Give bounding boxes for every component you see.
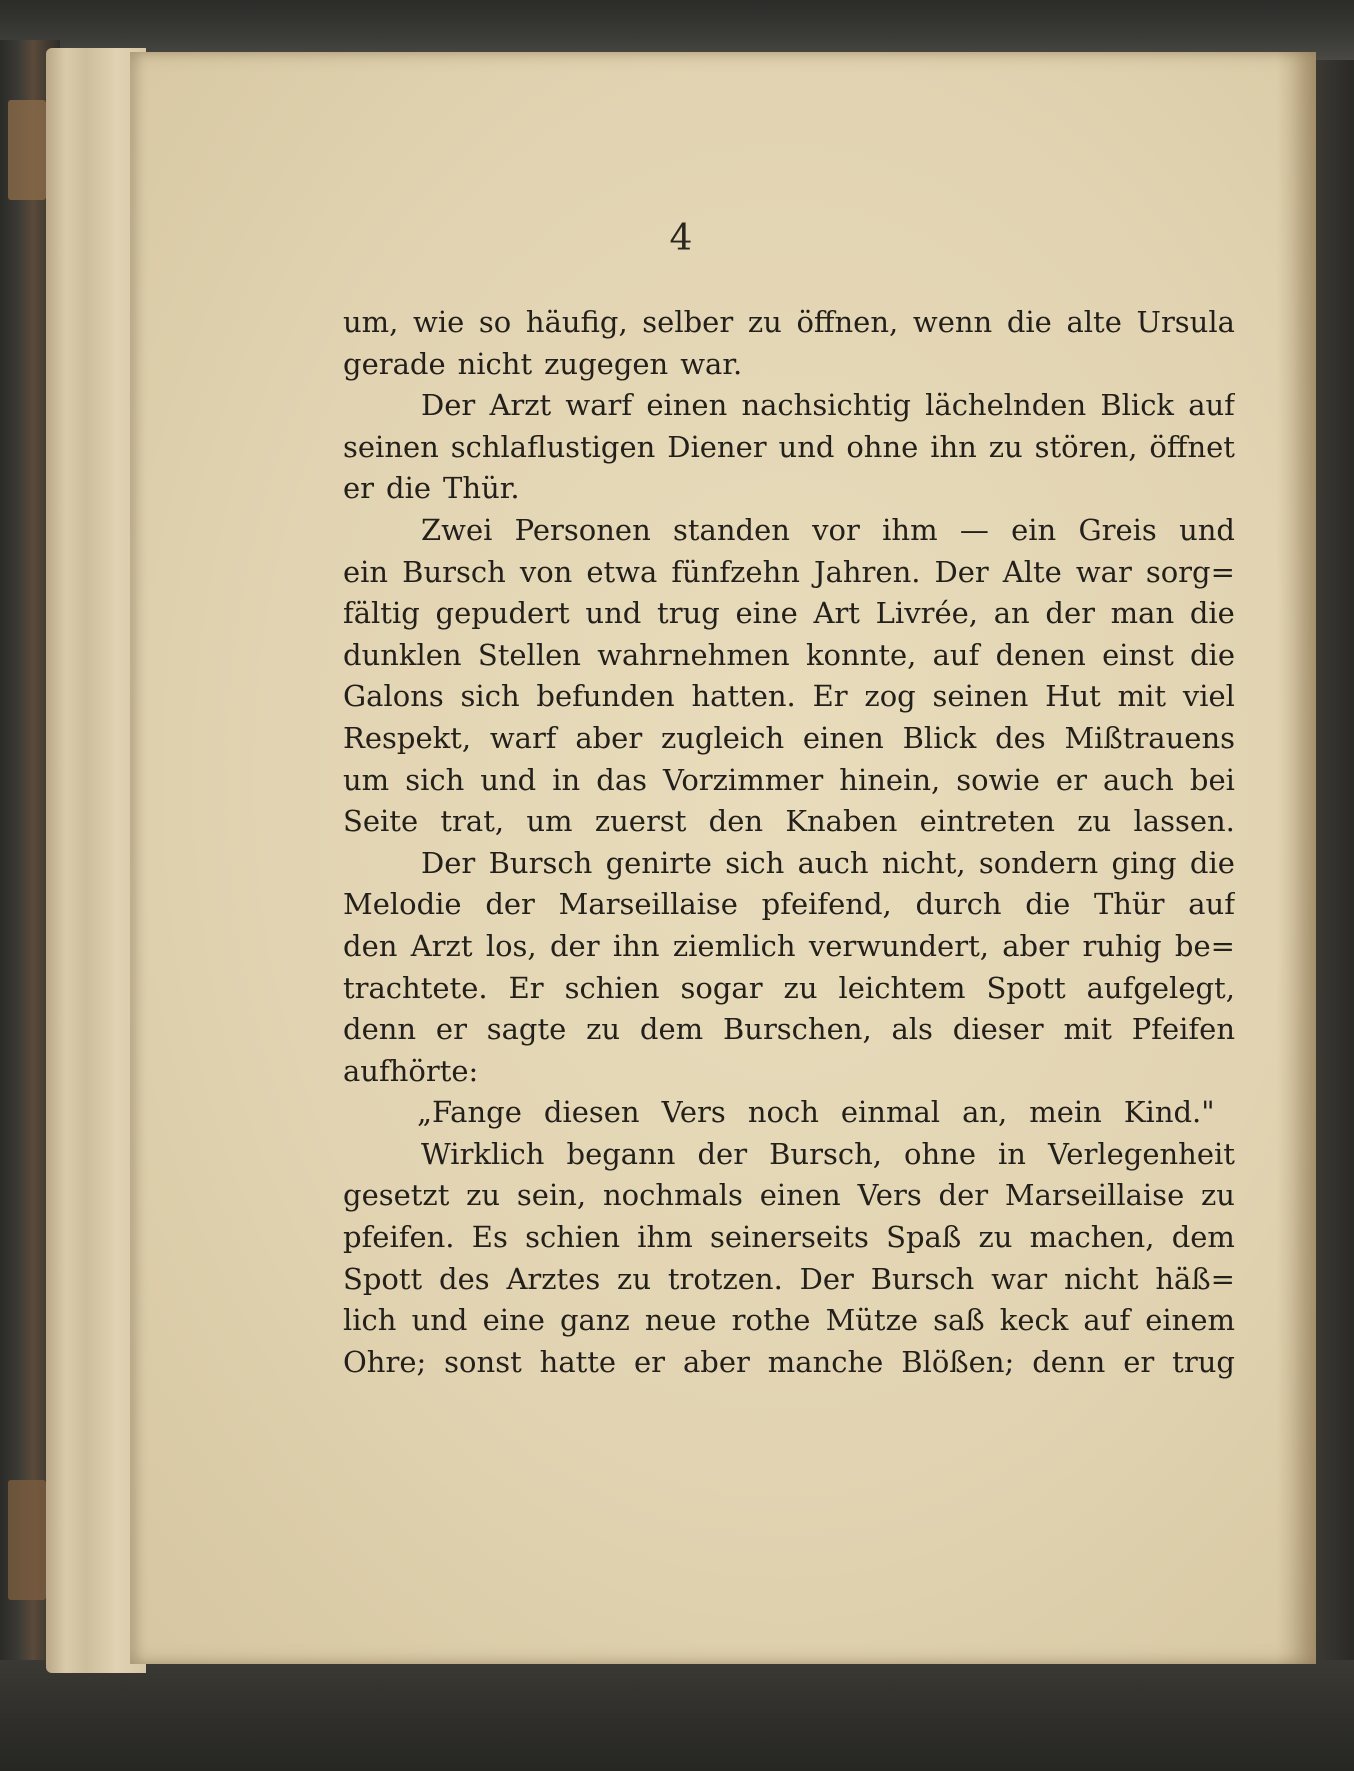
word: wahrnehmen xyxy=(597,637,790,672)
word: begann xyxy=(566,1136,676,1171)
word: rothe xyxy=(731,1303,811,1338)
word: Alte xyxy=(1002,554,1062,589)
word: be= xyxy=(1174,928,1235,963)
word: eintreten xyxy=(919,804,1055,839)
word: Bursch xyxy=(488,845,593,880)
word: häß= xyxy=(1155,1261,1235,1296)
word: zu xyxy=(617,1261,652,1296)
word: die xyxy=(1189,596,1235,631)
word: die xyxy=(1006,305,1052,339)
word: die xyxy=(386,471,432,506)
word: Kind." xyxy=(1123,1095,1215,1130)
word: viel xyxy=(1182,679,1235,714)
word: lich xyxy=(343,1303,397,1338)
word: Spott xyxy=(986,970,1066,1005)
word: als xyxy=(891,1012,933,1047)
word: Personen xyxy=(514,512,651,547)
word: dunklen xyxy=(343,637,462,672)
word: aber xyxy=(575,720,643,755)
word: sondern xyxy=(978,845,1099,880)
word: machen, xyxy=(1029,1220,1155,1255)
word: Marseillaise xyxy=(1004,1178,1185,1213)
word: und xyxy=(411,1303,468,1338)
word: Mißtrauens xyxy=(1064,720,1235,755)
word: trachtete. xyxy=(343,970,488,1005)
word: den xyxy=(708,804,764,839)
word: ihm xyxy=(882,512,938,547)
word: Diener xyxy=(667,429,767,464)
word: der xyxy=(697,1136,748,1171)
word: Ursula xyxy=(1136,305,1235,339)
word: Der xyxy=(421,845,476,880)
word: trotzen. xyxy=(667,1261,783,1296)
word: denn xyxy=(343,1012,417,1047)
word: aber xyxy=(682,1344,750,1379)
word: einen xyxy=(646,388,728,423)
word: um, xyxy=(343,305,399,339)
word: auf xyxy=(1188,887,1235,922)
word: Der xyxy=(421,388,476,423)
word: häufig, xyxy=(525,305,628,339)
text-line xyxy=(343,718,1235,760)
word: befunden xyxy=(536,679,675,714)
word: ging xyxy=(1111,845,1177,880)
word: mit xyxy=(1117,679,1167,714)
word: Thür. xyxy=(443,471,520,506)
text-line xyxy=(343,1175,1235,1217)
book-cover-top xyxy=(0,0,1354,60)
word: Arzt xyxy=(410,928,473,963)
word: auf xyxy=(932,637,980,672)
word: Marseillaise xyxy=(558,887,738,922)
word: ohne xyxy=(846,429,919,464)
text-line xyxy=(343,1259,1235,1301)
word: selber xyxy=(642,305,734,339)
word: auch xyxy=(1102,762,1174,797)
word: Verlegenheit xyxy=(1048,1136,1235,1171)
word: bei xyxy=(1189,762,1235,797)
word: sein, xyxy=(516,1178,587,1213)
text-line xyxy=(343,968,1235,1010)
word: Hut xyxy=(1045,679,1101,714)
word: manche xyxy=(767,1344,884,1379)
word: aufhörte: xyxy=(343,1053,479,1088)
word: Bursch xyxy=(402,554,506,589)
text-line xyxy=(343,1134,1235,1176)
word: sonst xyxy=(444,1344,522,1379)
word: schlaflustigen xyxy=(450,429,656,464)
word: warf xyxy=(489,720,557,755)
word: eine xyxy=(735,596,798,631)
word: sogar xyxy=(680,970,763,1005)
word: trat, xyxy=(440,804,505,839)
word: zu xyxy=(747,305,782,339)
word: sich xyxy=(725,845,785,880)
word: der xyxy=(938,1178,989,1213)
word: er xyxy=(435,1012,467,1047)
word: — xyxy=(959,512,989,547)
word: denen xyxy=(995,637,1086,672)
word: Greis xyxy=(1078,512,1157,547)
word: ziemlich xyxy=(672,928,796,963)
word: man xyxy=(1110,596,1175,631)
word: zu xyxy=(1201,1178,1235,1213)
word: des xyxy=(439,1261,490,1296)
word: lächelnden xyxy=(925,388,1087,423)
word: nochmals xyxy=(602,1178,743,1213)
word: ein xyxy=(1011,512,1057,547)
word: zu xyxy=(978,1220,1013,1255)
word: Spaß xyxy=(886,1220,962,1255)
word: alte xyxy=(1066,305,1122,339)
word: Art xyxy=(813,596,860,631)
word: genirte xyxy=(605,845,712,880)
word: des xyxy=(995,720,1046,755)
word: hatte xyxy=(539,1344,617,1379)
body-text xyxy=(343,302,1235,1383)
word: seinen xyxy=(932,679,1029,714)
word: einem xyxy=(1145,1303,1235,1338)
word: in xyxy=(552,762,581,797)
word: ein xyxy=(343,554,389,589)
word: keck xyxy=(999,1303,1069,1338)
word: eine xyxy=(482,1303,545,1338)
text-line xyxy=(343,302,1235,344)
word: Jahren. xyxy=(813,554,921,589)
word: Vers xyxy=(857,1178,922,1213)
word: Arztes xyxy=(506,1261,601,1296)
text-line xyxy=(343,593,1235,635)
word: neue xyxy=(644,1303,717,1338)
word: einst xyxy=(1102,637,1174,672)
word: trug xyxy=(1172,1344,1235,1379)
book-cover-right xyxy=(1314,60,1354,1771)
word: pfeifen. xyxy=(343,1220,455,1255)
word: Der xyxy=(799,1261,854,1296)
text-line xyxy=(343,1092,1235,1134)
word: Seite xyxy=(343,804,419,839)
text-line xyxy=(343,843,1235,885)
word: wie xyxy=(413,305,465,339)
word: und xyxy=(585,596,642,631)
word: Bursch xyxy=(870,1261,975,1296)
text-line xyxy=(343,385,1235,427)
word: öffnen, xyxy=(796,305,899,339)
word: diesen xyxy=(543,1095,640,1130)
text-line xyxy=(343,1342,1235,1384)
text-line xyxy=(343,468,1235,510)
word: zu xyxy=(783,970,818,1005)
word: warf xyxy=(565,388,633,423)
text-line xyxy=(343,884,1235,926)
word: gerade xyxy=(343,346,446,381)
word: Livrée, xyxy=(875,596,978,631)
word: aber xyxy=(1002,928,1070,963)
page-number: 4 xyxy=(669,218,693,259)
page-gutter-shadow xyxy=(1276,52,1316,1664)
word: Es xyxy=(471,1220,508,1255)
word: dem xyxy=(639,1012,704,1047)
word: mit xyxy=(1063,1012,1112,1047)
text-line xyxy=(343,344,1235,386)
word: denn xyxy=(1032,1344,1106,1379)
word: ihm xyxy=(637,1220,693,1255)
word: Vers xyxy=(661,1095,726,1130)
word: Zwei xyxy=(421,512,493,547)
word: ganz xyxy=(559,1303,630,1338)
word: ohne xyxy=(904,1136,976,1171)
word: los, xyxy=(485,928,537,963)
word: war xyxy=(1075,554,1132,589)
word: aufgelegt, xyxy=(1086,970,1235,1005)
spine-leather-patch xyxy=(8,100,46,200)
word: Er xyxy=(508,970,544,1005)
word: an, xyxy=(962,1095,1008,1130)
word: Arzt xyxy=(489,388,552,423)
word: und xyxy=(480,762,537,797)
word: nicht xyxy=(1063,1261,1139,1296)
word: ihn xyxy=(930,429,977,464)
word: auch xyxy=(797,845,869,880)
word: Er xyxy=(812,679,848,714)
word: gesetzt xyxy=(343,1178,450,1213)
word: Blick xyxy=(902,720,977,755)
word: Blick xyxy=(1100,388,1175,423)
word: auf xyxy=(1083,1303,1131,1338)
word: er xyxy=(1055,762,1087,797)
word: sagte xyxy=(486,1012,567,1047)
word: seinerseits xyxy=(709,1220,869,1255)
word: fältig xyxy=(343,596,420,631)
word: Burschen, xyxy=(722,1012,872,1047)
word: fünfzehn xyxy=(671,554,800,589)
word: einen xyxy=(759,1178,841,1213)
word: in xyxy=(998,1136,1026,1171)
word: und xyxy=(1179,512,1235,547)
word: einen xyxy=(802,720,884,755)
text-line xyxy=(343,1009,1235,1051)
word: der xyxy=(1045,596,1095,631)
text-line xyxy=(343,801,1235,843)
word: vor xyxy=(812,512,860,547)
word: der xyxy=(549,928,600,963)
word: Ohre; xyxy=(343,1344,427,1379)
word: nicht xyxy=(457,346,533,381)
word: hatten. xyxy=(691,679,796,714)
word: die xyxy=(1189,637,1235,672)
word: Bursch, xyxy=(769,1136,882,1171)
word: verwundert, xyxy=(808,928,989,963)
word: er xyxy=(1123,1344,1155,1379)
word: zu xyxy=(988,429,1023,464)
word: zog xyxy=(864,679,916,714)
word: dieser xyxy=(952,1012,1044,1047)
word: auf xyxy=(1188,388,1235,423)
word: um xyxy=(343,762,390,797)
word: zu xyxy=(466,1178,501,1213)
word: um xyxy=(526,804,573,839)
word: nicht, xyxy=(881,845,966,880)
text-line xyxy=(343,1217,1235,1259)
word: Vorzimmer xyxy=(663,762,824,797)
word: leichtem xyxy=(838,970,966,1005)
word: etwa xyxy=(586,554,658,589)
text-line xyxy=(343,760,1235,802)
word: Der xyxy=(934,554,989,589)
word: zugleich xyxy=(660,720,785,755)
book-cover-bottom xyxy=(0,1660,1354,1771)
word: Spott xyxy=(343,1261,423,1296)
word: Wirklich xyxy=(421,1136,545,1171)
word: zuerst xyxy=(594,804,687,839)
word: Pfeifen xyxy=(1131,1012,1235,1047)
word: von xyxy=(519,554,573,589)
word: sorg= xyxy=(1145,554,1235,589)
word: sich xyxy=(460,679,520,714)
word: Blößen; xyxy=(901,1344,1015,1379)
text-line xyxy=(343,1051,1235,1093)
word: er xyxy=(343,471,375,506)
word: Respekt, xyxy=(343,720,472,755)
word: durch xyxy=(915,887,1002,922)
word: wenn xyxy=(912,305,993,339)
text-line xyxy=(343,427,1235,469)
word: ruhig xyxy=(1082,928,1162,963)
word: lassen. xyxy=(1133,804,1235,839)
word: nachsichtig xyxy=(741,388,911,423)
spine-leather-patch-lower xyxy=(8,1480,46,1600)
word: noch xyxy=(747,1095,819,1130)
word: mein xyxy=(1029,1095,1102,1130)
word: dem xyxy=(1171,1220,1235,1255)
text-line xyxy=(343,635,1235,677)
word: das xyxy=(596,762,648,797)
word: so xyxy=(478,305,512,339)
word: die xyxy=(1025,887,1071,922)
word: Mütze xyxy=(825,1303,919,1338)
word: war. xyxy=(680,346,743,381)
text-line xyxy=(343,510,1235,552)
word: schien xyxy=(525,1220,621,1255)
word: Galons xyxy=(343,679,444,714)
word: er xyxy=(634,1344,666,1379)
word: zugegen xyxy=(544,346,669,381)
text-line xyxy=(343,1300,1235,1342)
word: seinen xyxy=(343,429,439,464)
word: Thür xyxy=(1093,887,1165,922)
word: stören, xyxy=(1034,429,1138,464)
word: einmal xyxy=(840,1095,941,1130)
word: öffnet xyxy=(1149,429,1235,464)
word: Stellen xyxy=(477,637,581,672)
word: an xyxy=(993,596,1030,631)
word: sich xyxy=(405,762,465,797)
word: zu xyxy=(1077,804,1112,839)
word: gepudert xyxy=(435,596,570,631)
word: trug xyxy=(657,596,720,631)
word: „Fange xyxy=(417,1095,522,1130)
word: Melodie xyxy=(343,887,462,922)
word: den xyxy=(343,928,398,963)
word: saß xyxy=(933,1303,985,1338)
word: schien xyxy=(564,970,660,1005)
text-line xyxy=(343,676,1235,718)
text-line xyxy=(343,926,1235,968)
word: zu xyxy=(586,1012,621,1047)
word: konnte, xyxy=(805,637,917,672)
word: und xyxy=(778,429,835,464)
word: standen xyxy=(673,512,790,547)
word: sowie xyxy=(956,762,1040,797)
text-line xyxy=(343,552,1235,594)
word: war xyxy=(991,1261,1048,1296)
word: hinein, xyxy=(839,762,941,797)
word: pfeifend, xyxy=(761,887,892,922)
word: die xyxy=(1189,845,1235,880)
word: der xyxy=(485,887,535,922)
word: ihn xyxy=(612,928,660,963)
word: Knaben xyxy=(785,804,898,839)
